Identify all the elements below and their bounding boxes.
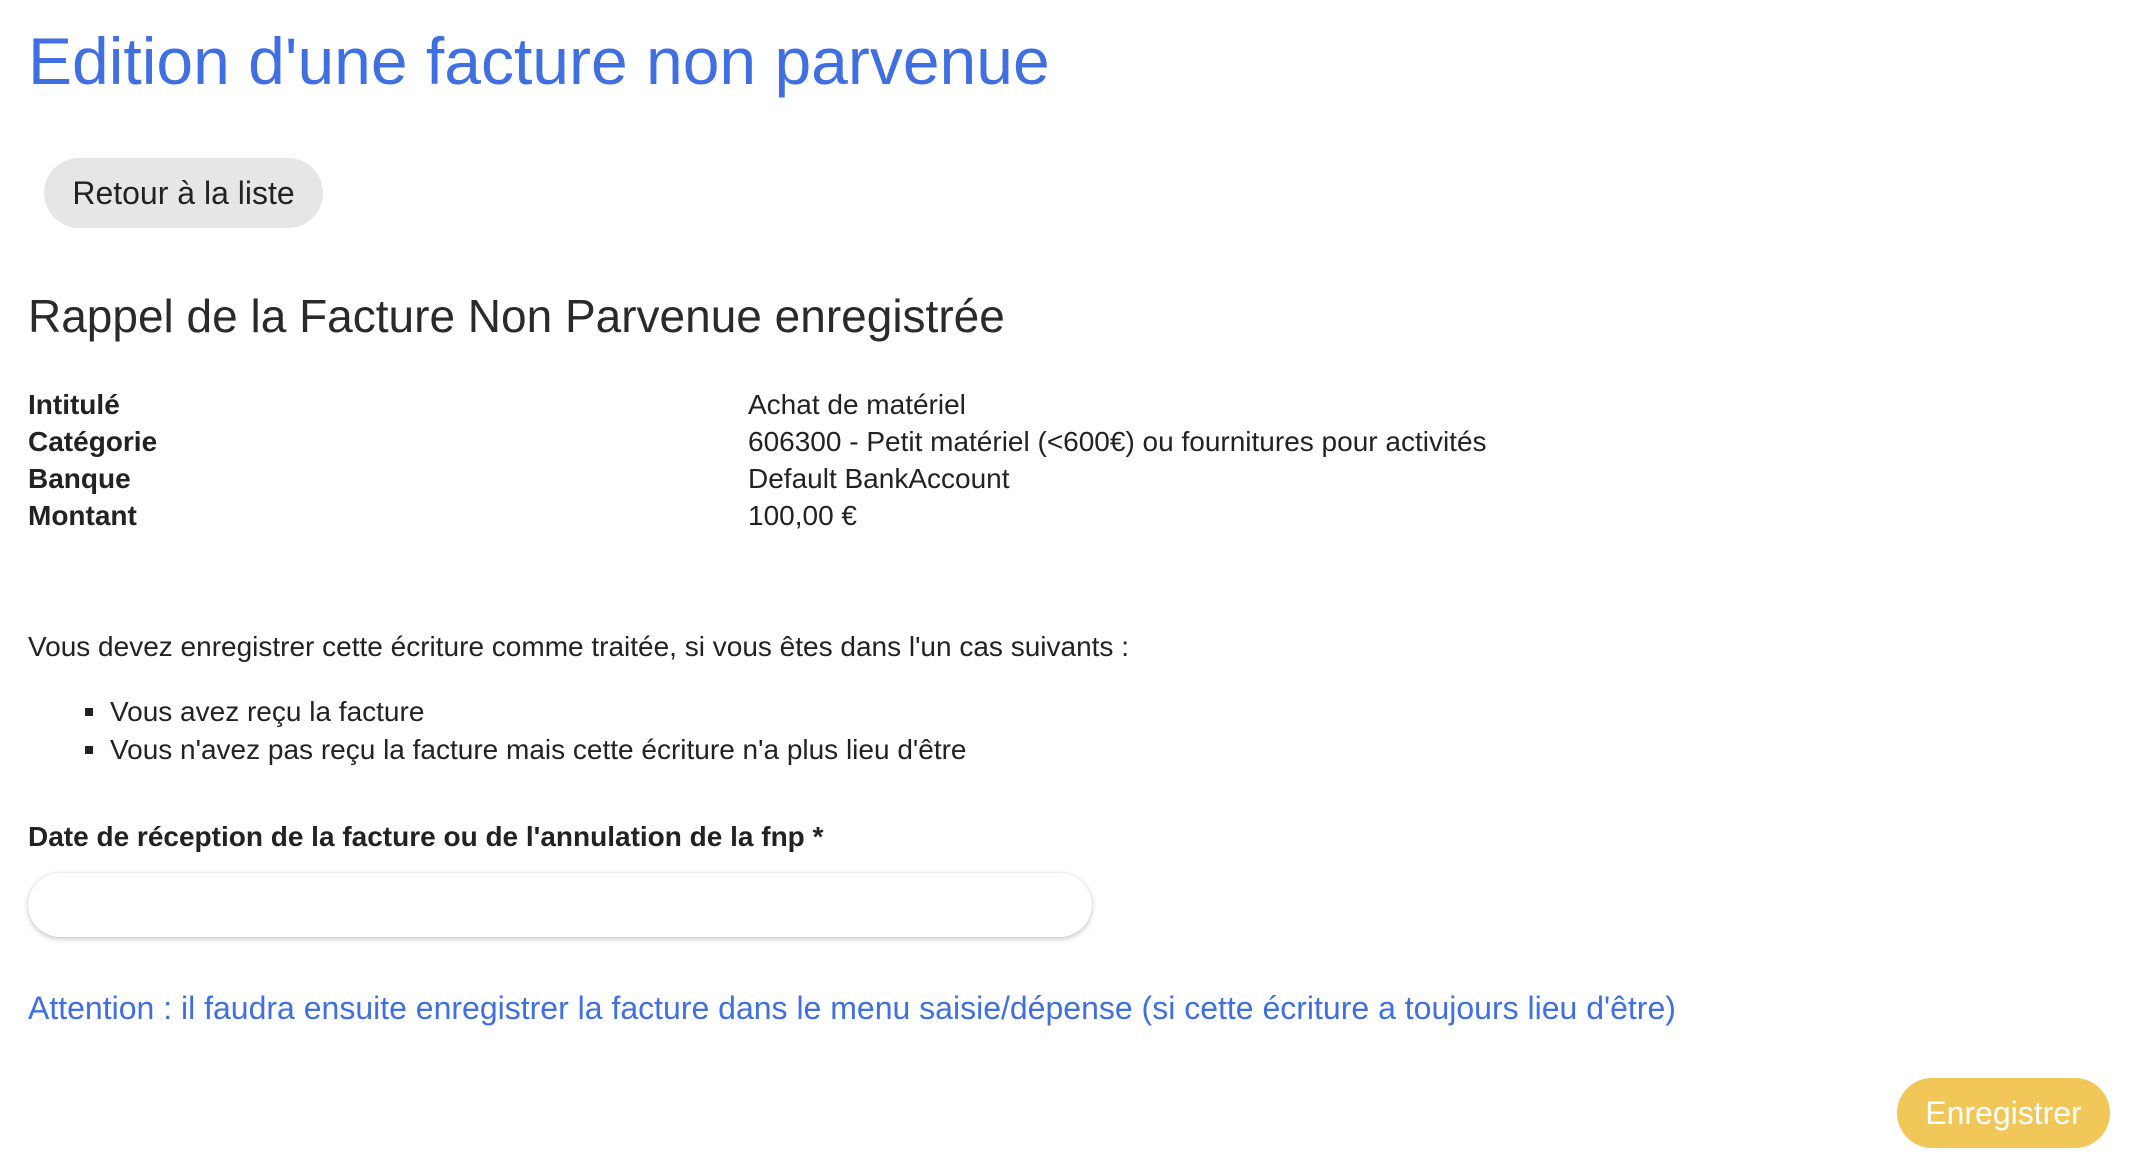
detail-row-intitule [28,386,1728,423]
detail-row-banque [28,460,1728,497]
page-title: Edition d'une facture non parvenue [28,24,1050,98]
detail-label: Banque [28,463,131,494]
date-field-label: Date de réception de la facture ou de l'annulation de la fnp * [28,821,824,852]
warning-message: Attention : il faudra ensuite enregistrer la facture dans le menu saisie/dépense (si cette écriture a toujours lieu d'être) [28,990,1676,1026]
square-bullet-icon [85,708,93,716]
detail-row-categorie [28,423,1728,460]
list-item-text: Vous avez reçu la facture [110,696,425,727]
instructions-intro: Vous devez enregistrer cette écriture comme traitée, si vous êtes dans l'un cas suivants : [28,631,1129,662]
detail-value: Default BankAccount [748,463,1010,494]
detail-row-montant [28,497,1728,534]
summary-title: Rappel de la Facture Non Parvenue enregistrée [28,290,1005,342]
list-item [28,731,967,769]
detail-label: Montant [28,500,137,531]
summary-details [28,386,1728,534]
detail-value: Achat de matériel [748,389,966,420]
detail-label: Catégorie [28,426,158,457]
reception-date-input[interactable] [28,873,1092,937]
instructions-cases-list [28,693,967,769]
list-item-text: Vous n'avez pas reçu la facture mais cette écriture n'a plus lieu d'être [110,734,967,765]
back-to-list-button[interactable]: Retour à la liste [44,158,323,228]
save-button[interactable]: Enregistrer [1897,1078,2110,1148]
detail-value: 606300 - Petit matériel (<600€) ou fournitures pour activités [748,426,1487,457]
square-bullet-icon [85,746,93,754]
detail-label: Intitulé [28,389,120,420]
list-item [28,693,967,731]
detail-value: 100,00 € [748,500,857,531]
